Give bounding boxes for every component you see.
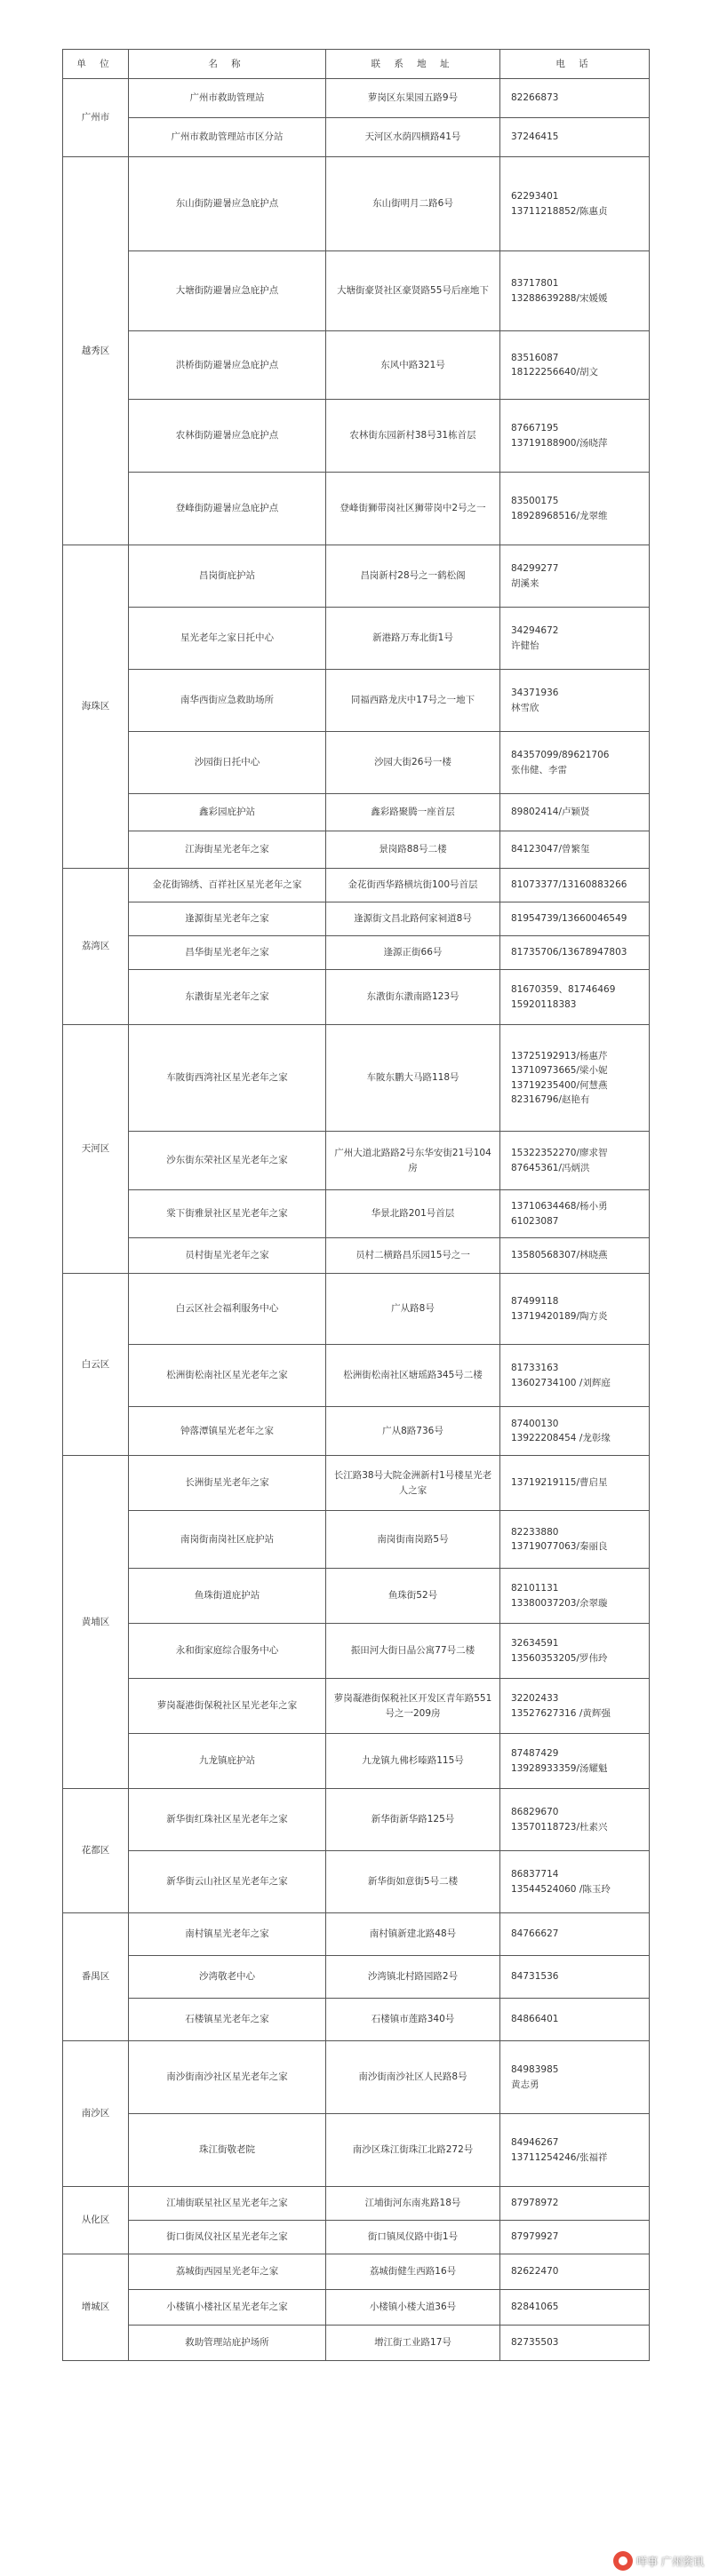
table-body (63, 79, 650, 2361)
table-row (63, 2326, 650, 2361)
district-cell: 黄埔区 (63, 1456, 129, 1789)
phone-cell (500, 1456, 650, 1511)
phone-line: 32634591 (511, 1638, 559, 1650)
table-row (63, 331, 650, 400)
phone-line: 13711254246/张福祥 (511, 2151, 608, 2163)
table-row (63, 118, 650, 157)
phone-line: 81670359、81746469 (511, 984, 616, 996)
table-row (63, 1456, 650, 1511)
address-cell: 员村二横路昌乐园15号之一 (326, 1238, 500, 1274)
address-cell: 振田河大街日晶公寓77号二楼 (326, 1624, 500, 1679)
phone-line: 81735706/13678947803 (511, 947, 627, 958)
name-cell: 东山街防避暑应急庇护点 (129, 157, 326, 251)
phone-cell (500, 1851, 650, 1913)
phone-cell (500, 118, 650, 157)
address-cell: 九龙镇九佛杉嗪路115号 (326, 1734, 500, 1789)
phone-line: 13570118723/杜素兴 (511, 1821, 608, 1833)
table-row (63, 608, 650, 670)
table-row (63, 2187, 650, 2221)
phone-line: 82841065 (511, 2302, 559, 2313)
phone-cell (500, 2114, 650, 2187)
name-cell: 珠江街敬老院 (129, 2114, 326, 2187)
name-cell: 广州市救助管理站市区分站 (129, 118, 326, 157)
district-cell: 花都区 (63, 1789, 129, 1913)
name-cell: 九龙镇庇护站 (129, 1734, 326, 1789)
address-cell: 新港路万寿北街1号 (326, 608, 500, 670)
phone-line: 13602734100 /刘辉庭 (511, 1377, 611, 1388)
phone-line: 13288639288/宋媛媛 (511, 292, 608, 304)
name-cell: 员村街星光老年之家 (129, 1238, 326, 1274)
phone-line: 15322352270/廖求智 (511, 1148, 608, 1159)
table-row (63, 1511, 650, 1569)
weibo-logo-icon (613, 2551, 633, 2571)
table-row (63, 1851, 650, 1913)
table-row (63, 1999, 650, 2041)
phone-line: 13710634468/杨小勇 (511, 1201, 608, 1212)
address-cell: 东风中路321号 (326, 331, 500, 400)
name-cell: 救助管理站庇护场所 (129, 2326, 326, 2361)
phone-line: 82735503 (511, 2337, 559, 2349)
phone-cell (500, 1679, 650, 1734)
name-cell: 金花街锦绣、百祥社区星光老年之家 (129, 869, 326, 902)
table-row (63, 1913, 650, 1956)
phone-line: 82622470 (511, 2266, 559, 2278)
phone-cell (500, 608, 650, 670)
table-row (63, 1132, 650, 1190)
phone-line: 62293401 (511, 191, 559, 203)
table-row (63, 936, 650, 970)
name-cell: 南沙街南沙社区星光老年之家 (129, 2041, 326, 2114)
phone-line: 83516087 (511, 352, 559, 363)
name-cell: 江海街星光老年之家 (129, 831, 326, 869)
address-cell: 南沙街南沙社区人民路8号 (326, 2041, 500, 2114)
phone-line: 32202433 (511, 1693, 559, 1705)
phone-line: 13380037203/余翠璇 (511, 1597, 608, 1609)
phone-line: 87978972 (511, 2198, 559, 2209)
name-cell: 永和街家庭综合服务中心 (129, 1624, 326, 1679)
address-cell: 江埔街河东南兆路18号 (326, 2187, 500, 2221)
address-cell: 广从8路736号 (326, 1407, 500, 1456)
address-cell: 南岗街南岗路5号 (326, 1511, 500, 1569)
name-cell: 江埔街联星社区星光老年之家 (129, 2187, 326, 2221)
phone-line: 61023087 (511, 1215, 559, 1227)
phone-cell (500, 157, 650, 251)
phone-line: 13719420189/陶方炎 (511, 1310, 608, 1322)
district-cell: 荔湾区 (63, 869, 129, 1025)
address-cell: 鑫彩路聚腾一座首层 (326, 794, 500, 831)
table-row (63, 2041, 650, 2114)
phone-cell (500, 1913, 650, 1956)
phone-cell (500, 2290, 650, 2326)
phone-line: 13544524060 /陈玉玲 (511, 1883, 611, 1895)
phone-cell (500, 2254, 650, 2290)
address-cell: 车陂东鹏大马路118号 (326, 1025, 500, 1132)
table-row (63, 1734, 650, 1789)
name-cell: 南华西街应急救助场所 (129, 670, 326, 732)
header-unit: 单 位 (63, 50, 129, 79)
phone-line: 34294672 (511, 625, 559, 637)
table-row (63, 545, 650, 608)
phone-line: 84946267 (511, 2137, 559, 2149)
phone-line: 87487429 (511, 1748, 559, 1760)
phone-cell (500, 1956, 650, 1999)
name-cell: 昌岗街庇护站 (129, 545, 326, 608)
phone-line: 18122256640/胡文 (511, 367, 599, 378)
watermark-text: 咩事 广州资讯 (636, 2555, 704, 2568)
name-cell: 新华街云山社区星光老年之家 (129, 1851, 326, 1913)
phone-cell (500, 670, 650, 732)
phone-cell (500, 831, 650, 869)
address-cell: 南沙区珠江街珠江北路272号 (326, 2114, 500, 2187)
phone-line: 13710973665/梁小妮 (511, 1065, 608, 1077)
address-cell: 小楼镇小楼大道36号 (326, 2290, 500, 2326)
address-cell: 萝岗凝港街保税社区开发区青年路551号之一209房 (326, 1679, 500, 1734)
district-cell: 从化区 (63, 2187, 129, 2254)
header-name: 名 称 (129, 50, 326, 79)
name-cell: 东漖街星光老年之家 (129, 970, 326, 1025)
phone-line: 83717801 (511, 278, 559, 290)
table-row (63, 1025, 650, 1132)
phone-line: 82266873 (511, 92, 559, 104)
address-cell: 大塘街豪贤社区豪贤路55号后座地下 (326, 251, 500, 331)
table-row (63, 157, 650, 251)
phone-line: 13711218852/陈惠贞 (511, 205, 608, 217)
table-row (63, 2114, 650, 2187)
address-cell: 天河区水荫四横路41号 (326, 118, 500, 157)
phone-line: 86829670 (511, 1807, 559, 1818)
phone-line: 37246415 (511, 131, 559, 143)
table-row (63, 1345, 650, 1407)
phone-line: 13928933359/汤耀魁 (511, 1762, 608, 1774)
table-row (63, 970, 650, 1025)
header-address: 联 系 地 址 (326, 50, 500, 79)
table-row (63, 794, 650, 831)
name-cell: 沙园街日托中心 (129, 732, 326, 794)
address-cell: 景岗路88号二楼 (326, 831, 500, 869)
phone-cell (500, 1734, 650, 1789)
phone-line: 82316796/赵艳有 (511, 1093, 590, 1105)
district-cell: 广州市 (63, 79, 129, 157)
name-cell: 街口街凤仪社区星光老年之家 (129, 2221, 326, 2254)
address-cell: 松洲街松南社区塘瑶路345号二楼 (326, 1345, 500, 1407)
phone-line: 81954739/13660046549 (511, 913, 627, 925)
phone-line: 82101131 (511, 1583, 559, 1594)
phone-line: 84766627 (511, 1928, 559, 1940)
table-row (63, 869, 650, 902)
address-cell: 鱼珠街52号 (326, 1569, 500, 1624)
phone-line: 84866401 (511, 2014, 559, 2025)
name-cell: 登峰街防避暑应急庇护点 (129, 473, 326, 545)
phone-line: 15920118383 (511, 998, 577, 1010)
phone-line: 黄志勇 (511, 2079, 539, 2090)
address-cell: 东山街明月二路6号 (326, 157, 500, 251)
phone-line: 13580568307/林晓燕 (511, 1250, 608, 1261)
address-cell: 石楼镇市莲路340号 (326, 1999, 500, 2041)
phone-line: 87979927 (511, 2231, 559, 2243)
phone-cell (500, 1190, 650, 1238)
phone-line: 34371936 (511, 688, 559, 699)
phone-line: 许健怡 (511, 640, 539, 651)
name-cell: 长洲街星光老年之家 (129, 1456, 326, 1511)
name-cell: 昌华街星光老年之家 (129, 936, 326, 970)
district-cell: 越秀区 (63, 157, 129, 545)
district-cell: 南沙区 (63, 2041, 129, 2187)
phone-line: 86837714 (511, 1869, 559, 1880)
table-row (63, 2221, 650, 2254)
phone-cell (500, 1345, 650, 1407)
phone-cell (500, 2326, 650, 2361)
phone-line: 87645361/冯炳洪 (511, 1162, 590, 1173)
phone-line: 87499118 (511, 1296, 559, 1308)
phone-line: 89802414/卢颖贤 (511, 807, 590, 818)
phone-cell (500, 2041, 650, 2114)
phone-cell (500, 1407, 650, 1456)
address-cell: 华景北路201号首层 (326, 1190, 500, 1238)
phone-cell (500, 1999, 650, 2041)
phone-cell (500, 970, 650, 1025)
phone-line: 胡溪来 (511, 577, 539, 589)
address-cell: 登峰街狮带岗社区狮带岗中2号之一 (326, 473, 500, 545)
address-cell: 街口镇凤仪路中街1号 (326, 2221, 500, 2254)
phone-cell (500, 1274, 650, 1345)
phone-line: 84123047/曾繁玺 (511, 844, 590, 855)
address-cell: 南村镇新建北路48号 (326, 1913, 500, 1956)
phone-cell (500, 1025, 650, 1132)
name-cell: 萝岗凝港街保税社区星光老年之家 (129, 1679, 326, 1734)
phone-cell (500, 1789, 650, 1851)
district-cell: 天河区 (63, 1025, 129, 1274)
name-cell: 鱼珠街道庇护站 (129, 1569, 326, 1624)
table-row (63, 1407, 650, 1456)
name-cell: 大塘街防避暑应急庇护点 (129, 251, 326, 331)
name-cell: 荔城街西园星光老年之家 (129, 2254, 326, 2290)
district-cell: 海珠区 (63, 545, 129, 869)
address-cell: 广从路8号 (326, 1274, 500, 1345)
phone-line: 13719077063/秦丽良 (511, 1541, 608, 1552)
phone-line: 13719188900/汤晓萍 (511, 437, 608, 449)
table-row (63, 1238, 650, 1274)
table-row (63, 902, 650, 936)
table-row (63, 2290, 650, 2326)
phone-cell (500, 869, 650, 902)
table-row (63, 1274, 650, 1345)
district-cell: 增城区 (63, 2254, 129, 2361)
address-cell: 同福西路龙庆中17号之一地下 (326, 670, 500, 732)
name-cell: 沙东街东荣社区星光老年之家 (129, 1132, 326, 1190)
table-row (63, 79, 650, 118)
address-cell: 广州大道北路路2号东华安街21号104房 (326, 1132, 500, 1190)
phone-line: 87400130 (511, 1418, 559, 1429)
table-row (63, 473, 650, 545)
phone-cell (500, 1624, 650, 1679)
address-cell: 逢源街文昌北路何家祠道8号 (326, 902, 500, 936)
phone-line: 18928968516/龙翠维 (511, 510, 608, 521)
name-cell: 星光老年之家日托中心 (129, 608, 326, 670)
phone-cell (500, 1569, 650, 1624)
phone-line: 84357099/89621706 (511, 750, 610, 761)
name-cell: 逢源街星光老年之家 (129, 902, 326, 936)
phone-cell (500, 1511, 650, 1569)
table-header-row (63, 50, 650, 79)
name-cell: 广州市救助管理站 (129, 79, 326, 118)
name-cell: 车陂街西湾社区星光老年之家 (129, 1025, 326, 1132)
phone-cell (500, 545, 650, 608)
phone-line: 13922208454 /龙彰缘 (511, 1433, 611, 1443)
name-cell: 农林街防避暑应急庇护点 (129, 400, 326, 473)
phone-line: 张伟健、李雷 (511, 764, 567, 775)
name-cell: 南岗街南岗社区庇护站 (129, 1511, 326, 1569)
table-row (63, 400, 650, 473)
phone-line: 83500175 (511, 496, 559, 507)
district-cell: 番禺区 (63, 1913, 129, 2041)
phone-cell (500, 331, 650, 400)
name-cell: 小楼镇小楼社区星光老年之家 (129, 2290, 326, 2326)
name-cell: 新华街红珠社区星光老年之家 (129, 1789, 326, 1851)
address-cell: 新华街新华路125号 (326, 1789, 500, 1851)
phone-line: 81733163 (511, 1363, 559, 1374)
phone-cell (500, 902, 650, 936)
district-cell: 白云区 (63, 1274, 129, 1456)
table-row (63, 251, 650, 331)
address-cell: 东漖街东漖南路123号 (326, 970, 500, 1025)
header-phone: 电 话 (500, 50, 650, 79)
table-row (63, 1679, 650, 1734)
phone-line: 81073377/13160883266 (511, 879, 627, 891)
name-cell: 南村镇星光老年之家 (129, 1913, 326, 1956)
table-row (63, 732, 650, 794)
address-cell: 长江路38号大院金洲新村1号楼星光老人之家 (326, 1456, 500, 1511)
phone-line: 13719219115/曹启星 (511, 1477, 608, 1489)
name-cell: 鑫彩园庇护站 (129, 794, 326, 831)
name-cell: 石楼镇星光老年之家 (129, 1999, 326, 2041)
address-cell: 沙湾镇北村路园路2号 (326, 1956, 500, 1999)
phone-line: 87667195 (511, 423, 559, 434)
address-cell: 沙园大街26号一楼 (326, 732, 500, 794)
address-cell: 萝岗区东果园五路9号 (326, 79, 500, 118)
address-cell: 荔城街健生西路16号 (326, 2254, 500, 2290)
phone-line: 林雪欣 (511, 702, 539, 713)
phone-cell (500, 251, 650, 331)
phone-cell (500, 79, 650, 118)
name-cell: 洪桥街防避暑应急庇护点 (129, 331, 326, 400)
phone-line: 84299277 (511, 563, 559, 575)
name-cell: 松洲街松南社区星光老年之家 (129, 1345, 326, 1407)
watermark (613, 2551, 704, 2571)
table-row (63, 670, 650, 732)
table-row (63, 2254, 650, 2290)
table-row (63, 1956, 650, 1999)
phone-line: 84731536 (511, 1971, 559, 1983)
phone-line: 84983985 (511, 2064, 559, 2076)
phone-cell (500, 936, 650, 970)
phone-line: 82233880 (511, 1526, 559, 1538)
shelter-table (62, 49, 650, 2361)
address-cell: 农林街东园新村38号31栋首层 (326, 400, 500, 473)
table-row (63, 1789, 650, 1851)
name-cell: 沙湾敬老中心 (129, 1956, 326, 1999)
phone-cell (500, 732, 650, 794)
phone-cell (500, 1238, 650, 1274)
name-cell: 钟落潭镇星光老年之家 (129, 1407, 326, 1456)
phone-cell (500, 1132, 650, 1190)
phone-line: 13560353205/罗伟玲 (511, 1652, 608, 1664)
table-row (63, 831, 650, 869)
phone-cell (500, 794, 650, 831)
table-row (63, 1624, 650, 1679)
address-cell: 金花街西华路横坑街100号首层 (326, 869, 500, 902)
phone-line: 13725192913/杨惠芹 (511, 1050, 608, 1061)
address-cell: 昌岗新村28号之一鹤松阁 (326, 545, 500, 608)
phone-cell (500, 400, 650, 473)
phone-cell (500, 2187, 650, 2221)
phone-cell (500, 2221, 650, 2254)
table-row (63, 1569, 650, 1624)
phone-cell (500, 473, 650, 545)
name-cell: 棠下街雅景社区星光老年之家 (129, 1190, 326, 1238)
name-cell: 白云区社会福利服务中心 (129, 1274, 326, 1345)
phone-line: 13719235400/何慧燕 (511, 1079, 608, 1091)
address-cell: 逢源正街66号 (326, 936, 500, 970)
address-cell: 新华街如意街5号二楼 (326, 1851, 500, 1913)
phone-line: 13527627316 /黄辉强 (511, 1707, 611, 1719)
table-row (63, 1190, 650, 1238)
address-cell: 增江街工业路17号 (326, 2326, 500, 2361)
